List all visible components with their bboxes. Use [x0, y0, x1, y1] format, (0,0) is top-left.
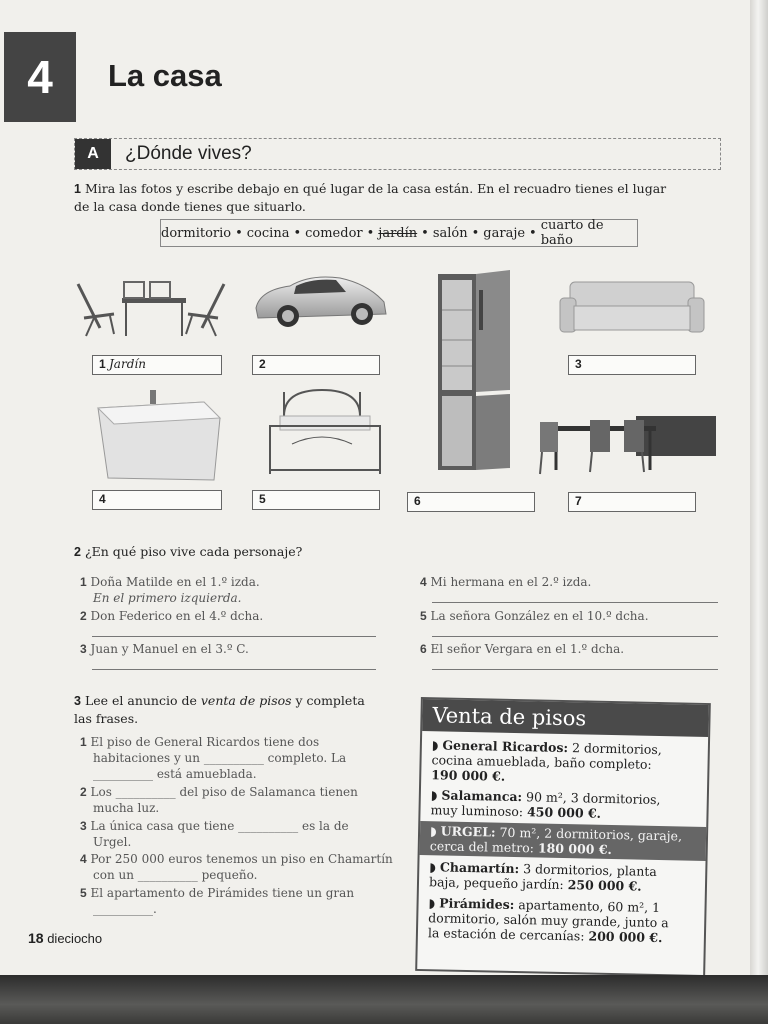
- ex3-item-2: [80, 784, 358, 816]
- item-text: El señor Vergara en el 1.º dcha.: [430, 642, 625, 656]
- word-bank-word: cuarto de baño: [540, 218, 604, 248]
- ex3-instruction-pre: Lee el anuncio de: [84, 693, 201, 708]
- ad-listing-highlighted: [420, 821, 707, 861]
- word-separator: •: [366, 225, 375, 241]
- ex3-instruction-post: y completa: [291, 693, 365, 708]
- answer-line[interactable]: [432, 636, 718, 637]
- listing-line: cerca del metro:: [429, 838, 535, 856]
- bed-image: [262, 386, 387, 476]
- answer-box-3[interactable]: [568, 355, 696, 375]
- listing-name: Pirámides:: [439, 895, 515, 912]
- ad-listing: [428, 895, 697, 946]
- item-number: 3: [80, 819, 87, 833]
- answer-number: 7: [575, 494, 582, 508]
- answer-line[interactable]: [432, 602, 718, 603]
- ex2-item-2: [80, 608, 263, 624]
- listing-line: 70 m², 2 dormitorios, garaje,: [499, 824, 683, 844]
- bullet-icon: ◗: [430, 787, 438, 803]
- page-number: 18: [28, 930, 44, 946]
- answer-box-5[interactable]: [252, 490, 380, 510]
- sofa-image: [556, 278, 706, 338]
- item-example-answer: En el primero izquierda.: [93, 591, 242, 605]
- word-separator: •: [421, 225, 429, 241]
- ex3-item-1: [80, 734, 346, 782]
- word-bank-word: comedor: [305, 225, 363, 241]
- fridge-image: [436, 270, 514, 475]
- item-text: Juan y Manuel en el 3.º C.: [90, 642, 249, 656]
- item-line: mucha luz.: [93, 801, 160, 815]
- item-number: 3: [80, 642, 87, 656]
- item-number: 5: [80, 886, 87, 900]
- ad-title: Venta de pisos: [422, 699, 709, 737]
- chapter-title: La casa: [108, 58, 222, 93]
- answer-box-4[interactable]: [92, 490, 222, 510]
- answer-value: Jardín: [109, 357, 146, 371]
- ex2-item-6: [420, 641, 624, 657]
- listing-name: General Ricardos:: [442, 737, 569, 756]
- listing-price: 250 000 €.: [567, 877, 642, 894]
- answer-number: 6: [414, 494, 421, 508]
- item-number: 6: [420, 642, 427, 656]
- answer-line[interactable]: [92, 669, 376, 670]
- item-line: Por 250 000 euros tenemos un piso en Chamartín: [90, 852, 393, 866]
- answer-number: 1: [99, 357, 106, 371]
- item-number: 4: [420, 575, 427, 589]
- listing-line: dormitorio, salón muy grande, junto a: [428, 910, 669, 931]
- listing-line: 3 dormitorios, planta: [523, 861, 657, 879]
- section-header: [74, 138, 721, 170]
- bullet-icon: ◗: [428, 895, 436, 911]
- listing-line: apartamento, 60 m², 1: [518, 897, 661, 916]
- word-bank-word: salón: [432, 225, 468, 241]
- listing-line: 2 dormitorios,: [571, 740, 662, 758]
- ex2-item-5: [420, 608, 649, 624]
- word-bank: [160, 219, 638, 247]
- bathtub-image: [94, 388, 224, 483]
- car-image: [250, 268, 390, 330]
- item-line: con un __________ pequeño.: [93, 868, 258, 882]
- answer-number: 5: [259, 492, 266, 506]
- listing-name: Chamartín:: [439, 859, 520, 877]
- ex3-instruction-line2: las frases.: [74, 711, 139, 726]
- item-number: 1: [80, 575, 87, 589]
- ad-listing: [429, 859, 698, 895]
- answer-line[interactable]: [92, 636, 376, 637]
- item-number: 5: [420, 609, 427, 623]
- item-text: Doña Matilde en el 1.º izda.: [90, 575, 260, 589]
- item-line: El piso de General Ricardos tiene dos: [90, 735, 320, 749]
- item-text: Mi hermana en el 2.º izda.: [430, 575, 592, 589]
- answer-line[interactable]: [432, 669, 718, 670]
- listing-price: 450 000 €.: [526, 804, 602, 821]
- section-letter: A: [75, 139, 111, 169]
- bullet-icon: ◗: [431, 737, 439, 753]
- word-bank-word: garaje: [483, 225, 526, 241]
- listing-name: URGEL:: [440, 823, 496, 840]
- ex3-number: 3: [74, 694, 81, 708]
- word-bank-word: dormitorio: [161, 225, 232, 241]
- bullet-icon: ◗: [429, 823, 437, 839]
- item-number: 2: [80, 609, 87, 623]
- listing-name: Salamanca:: [441, 787, 523, 805]
- ex2-item-1: [80, 574, 260, 606]
- page-word: dieciocho: [47, 931, 103, 946]
- dining-set-image: [536, 410, 721, 478]
- word-bank-word: cocina: [246, 225, 290, 241]
- answer-number: 4: [99, 492, 106, 506]
- item-line: __________ está amueblada.: [93, 767, 257, 781]
- answer-box-7[interactable]: [568, 492, 696, 512]
- ex3-instruction-em: venta de pisos: [200, 693, 292, 708]
- property-ad: [415, 697, 711, 977]
- ex2-item-4: [420, 574, 591, 590]
- ex2-question: [74, 543, 302, 561]
- listing-price: 200 000 €.: [588, 928, 663, 946]
- ex3-item-5: [80, 885, 354, 917]
- item-number: 1: [80, 735, 87, 749]
- listing-line: 90 m², 3 dormitorios,: [525, 789, 661, 808]
- ex1-number: 1: [74, 182, 81, 196]
- ex3-item-3: [80, 818, 349, 850]
- section-title: ¿Dónde vives?: [125, 143, 252, 164]
- word-separator: •: [471, 225, 480, 241]
- listing-line: cocina amueblada, baño completo:: [431, 752, 652, 772]
- item-line: Urgel.: [93, 835, 132, 849]
- listing-price: 180 000 €.: [537, 840, 613, 858]
- listing-line: baja, pequeño jardín:: [428, 874, 564, 893]
- ad-listing: [430, 787, 699, 823]
- item-number: 4: [80, 852, 87, 866]
- page-footer: [28, 930, 102, 946]
- book-binding: [750, 0, 768, 975]
- answer-box-2[interactable]: [252, 355, 380, 375]
- item-line: habitaciones y un __________ completo. La: [93, 751, 347, 765]
- item-line: Los __________ del piso de Salamanca tienen: [90, 785, 358, 799]
- listing-line: la estación de cercanías:: [427, 925, 585, 944]
- scan-edge: [0, 975, 768, 1024]
- answer-number: 2: [259, 357, 266, 371]
- ex3-instruction: [74, 692, 384, 727]
- item-text: Don Federico en el 4.º dcha.: [90, 609, 264, 623]
- ex2-item-3: [80, 641, 249, 657]
- ad-listing: [431, 737, 700, 788]
- answer-box-1[interactable]: [92, 355, 222, 375]
- ex1-instruction-line2: de la casa donde tienes que situarlo.: [74, 199, 306, 214]
- listing-price: 190 000 €.: [431, 767, 506, 784]
- answer-number: 3: [575, 357, 582, 371]
- ex1-instruction-line1: Mira las fotos y escribe debajo en qué lugar de la casa están. En el recuadro tienes el lugar: [84, 181, 667, 196]
- word-bank-word-used: jardín: [378, 225, 418, 241]
- garden-furniture-image: [74, 278, 229, 340]
- chapter-number: 4: [4, 32, 76, 122]
- item-line: La única casa que tiene __________ es la de: [90, 819, 349, 833]
- item-line: __________.: [93, 902, 157, 916]
- ex2-question-text: ¿En qué piso vive cada personaje?: [84, 544, 303, 559]
- item-number: 2: [80, 785, 87, 799]
- listing-line: muy luminoso:: [430, 802, 524, 820]
- ex2-number: 2: [74, 545, 81, 559]
- ex1-instruction: [74, 180, 666, 215]
- word-separator: •: [293, 225, 302, 241]
- answer-box-6[interactable]: [407, 492, 535, 512]
- ex3-item-4: [80, 851, 393, 883]
- item-line: El apartamento de Pirámides tiene un gran: [90, 886, 355, 900]
- word-separator: •: [235, 225, 243, 241]
- word-separator: •: [529, 225, 537, 241]
- bullet-icon: ◗: [429, 859, 437, 875]
- item-text: La señora González en el 10.º dcha.: [430, 609, 649, 623]
